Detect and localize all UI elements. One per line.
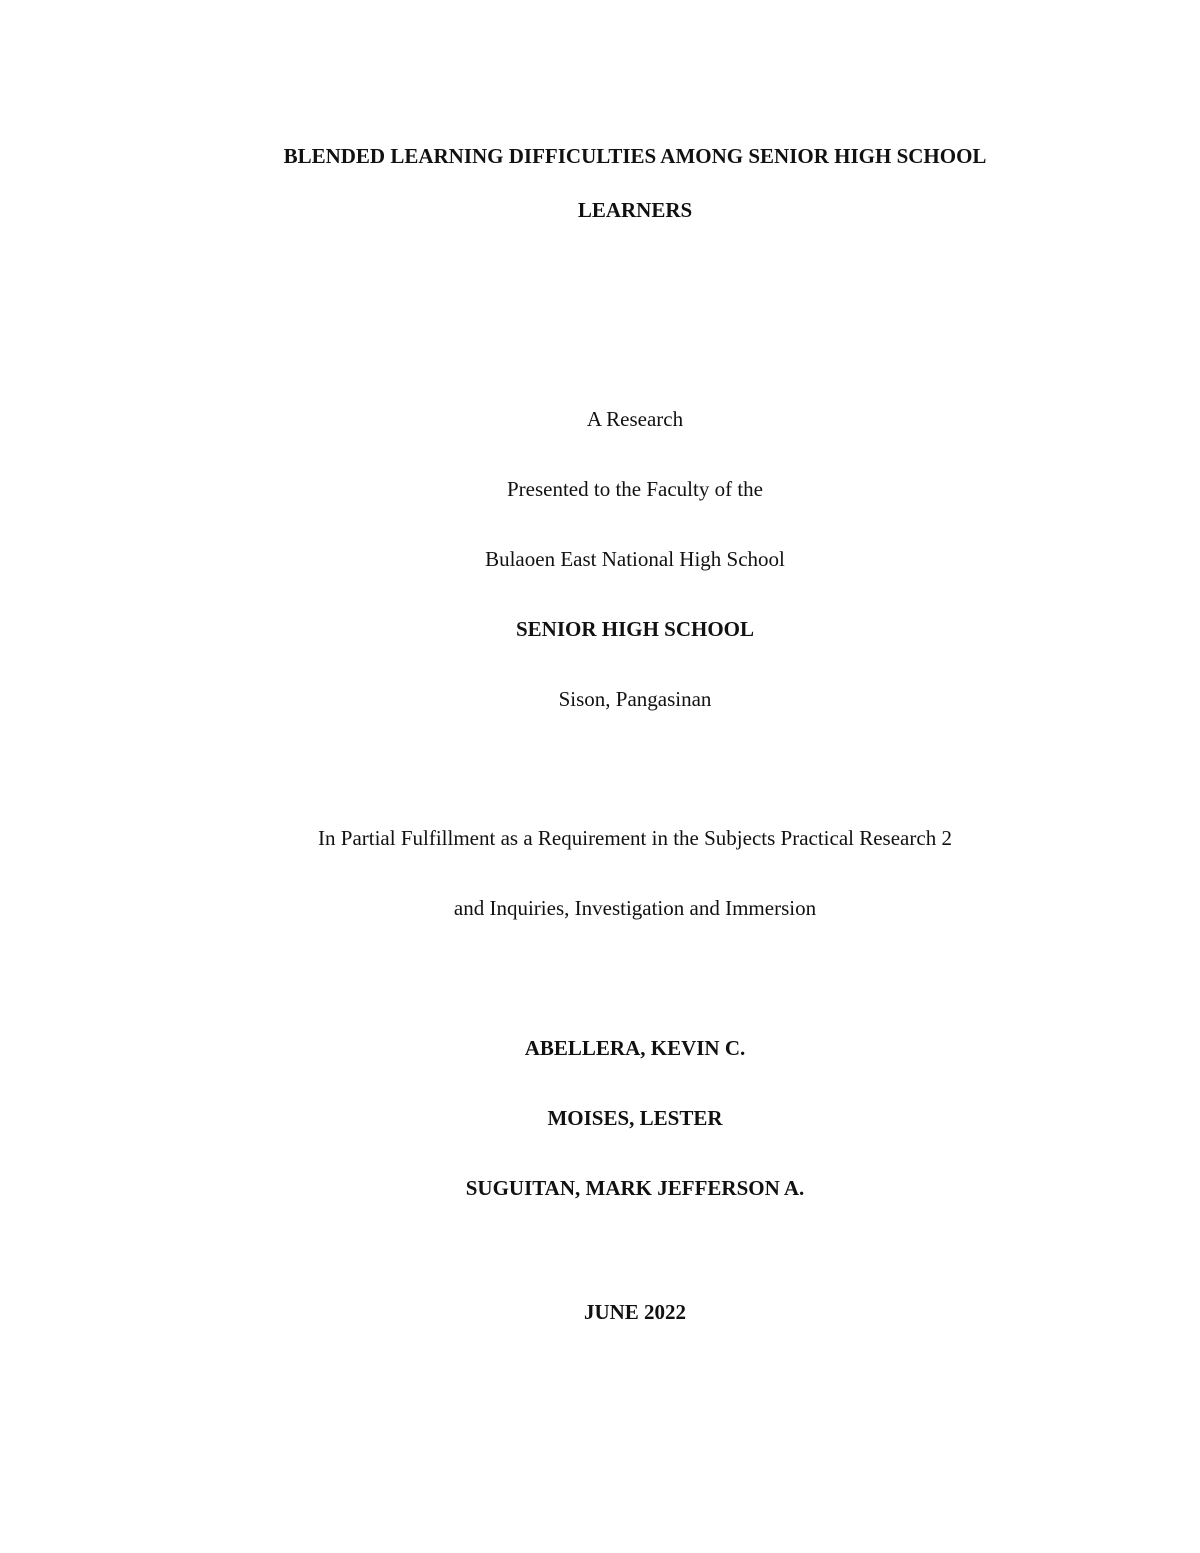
research-title-line-1: BLENDED LEARNING DIFFICULTIES AMONG SENIOR HIGH SCHOOL <box>283 144 987 168</box>
fulfillment-line-1: In Partial Fulfillment as a Requirement in the Subjects Practical Research 2 <box>318 826 952 850</box>
fulfillment-line-2: and Inquiries, Investigation and Immersion <box>453 896 817 920</box>
author-name: SUGUITAN, MARK JEFFERSON A. <box>465 1176 805 1200</box>
school-name: Bulaoen East National High School <box>485 547 785 571</box>
author-name: MOISES, LESTER <box>547 1106 723 1130</box>
submission-date: JUNE 2022 <box>583 1300 687 1324</box>
research-title-line-2: LEARNERS <box>577 198 693 222</box>
author-name: ABELLERA, KEVIN C. <box>524 1036 746 1060</box>
presented-to: Presented to the Faculty of the <box>506 477 764 501</box>
research-type: A Research <box>586 407 684 431</box>
school-location: Sison, Pangasinan <box>558 687 712 711</box>
department-name: SENIOR HIGH SCHOOL <box>515 617 755 641</box>
